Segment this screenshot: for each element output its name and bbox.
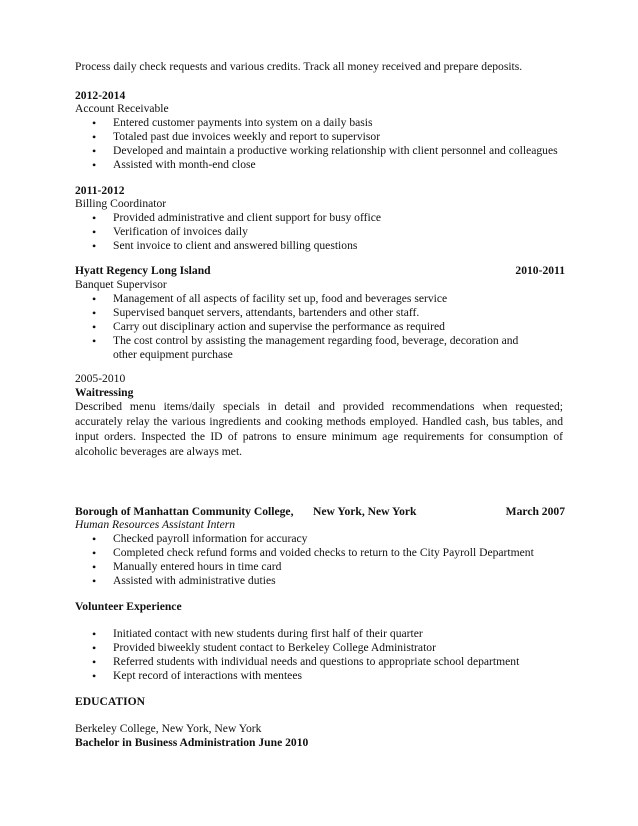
list-item: • Referred students with individual needs and questions to appropriate school department	[75, 655, 565, 669]
list-item: • Initiated contact with new students during first half of their quarter	[75, 627, 565, 641]
list-item: • Management of all aspects of facility set up, food and beverages service	[75, 292, 565, 306]
volunteer-heading: Volunteer Experience	[75, 600, 182, 613]
list-item: • Kept record of interactions with mentees	[75, 669, 565, 683]
list-item: • Provided administrative and client support for busy office	[75, 211, 565, 225]
ar-years: 2012-2014	[75, 89, 126, 102]
hyatt-years: 2010-2011	[515, 264, 565, 277]
billing-title: Billing Coordinator	[75, 197, 167, 210]
bmcc-bullet-list	[75, 532, 565, 588]
bmcc-title: Human Resources Assistant Intern	[75, 518, 236, 531]
list-item: • Checked payroll information for accuracy	[75, 532, 565, 546]
education-degree: Bachelor in Business Administration June 2010	[75, 736, 309, 749]
list-item: • Assisted with month-end close	[75, 158, 565, 172]
list-item: • Verification of invoices daily	[75, 225, 565, 239]
bmcc-date: March 2007	[505, 505, 565, 518]
bmcc-location: New York, New York	[313, 505, 417, 518]
list-item: • Manually entered hours in time card	[75, 560, 565, 574]
ar-title: Account Receivable	[75, 102, 169, 115]
list-item: • Totaled past due invoices weekly and report to supervisor	[75, 130, 565, 144]
intro-text: Process daily check requests and various credits. Track all money received and prepare deposits.	[75, 60, 523, 73]
list-item: • Carry out disciplinary action and supervise the performance as required	[75, 320, 565, 334]
list-item: • Developed and maintain a productive working relationship with client personnel and colleagues	[75, 144, 565, 158]
billing-years: 2011-2012	[75, 184, 125, 197]
waitress-description: Described menu items/daily specials in detail and provided recommendations when requested; accurately relay the various ingredients and cooking methods employed. Handled cash, bus tables, and input orders. Inspected the ID of patrons to ensure minimum age requirements for consumption of alcoholic beverages are always met.	[75, 400, 563, 458]
volunteer-bullet-list	[75, 627, 565, 683]
list-item: • Entered customer payments into system on a daily basis	[75, 116, 565, 130]
list-item: • The cost control by assisting the management regarding food, beverage, decoration and other equipment purchase	[75, 334, 533, 362]
list-item: • Provided biweekly student contact to Berkeley College Administrator	[75, 641, 565, 655]
education-heading: EDUCATION	[75, 695, 145, 708]
list-item: • Sent invoice to client and answered billing questions	[75, 239, 565, 253]
billing-bullet-list	[75, 211, 565, 253]
education-school: Berkeley College, New York, New York	[75, 722, 262, 735]
bmcc-employer: Borough of Manhattan Community College,	[75, 505, 294, 518]
waitress-title: Waitressing	[75, 386, 134, 399]
list-item: • Completed check refund forms and voided checks to return to the City Payroll Department	[75, 546, 565, 560]
hyatt-title: Banquet Supervisor	[75, 278, 167, 291]
hyatt-bullet-list	[75, 292, 565, 362]
hyatt-employer: Hyatt Regency Long Island	[75, 264, 211, 277]
waitress-years: 2005-2010	[75, 372, 126, 385]
list-item: • Assisted with administrative duties	[75, 574, 565, 588]
ar-bullet-list	[75, 116, 565, 172]
list-item: • Supervised banquet servers, attendants, bartenders and other staff.	[75, 306, 565, 320]
